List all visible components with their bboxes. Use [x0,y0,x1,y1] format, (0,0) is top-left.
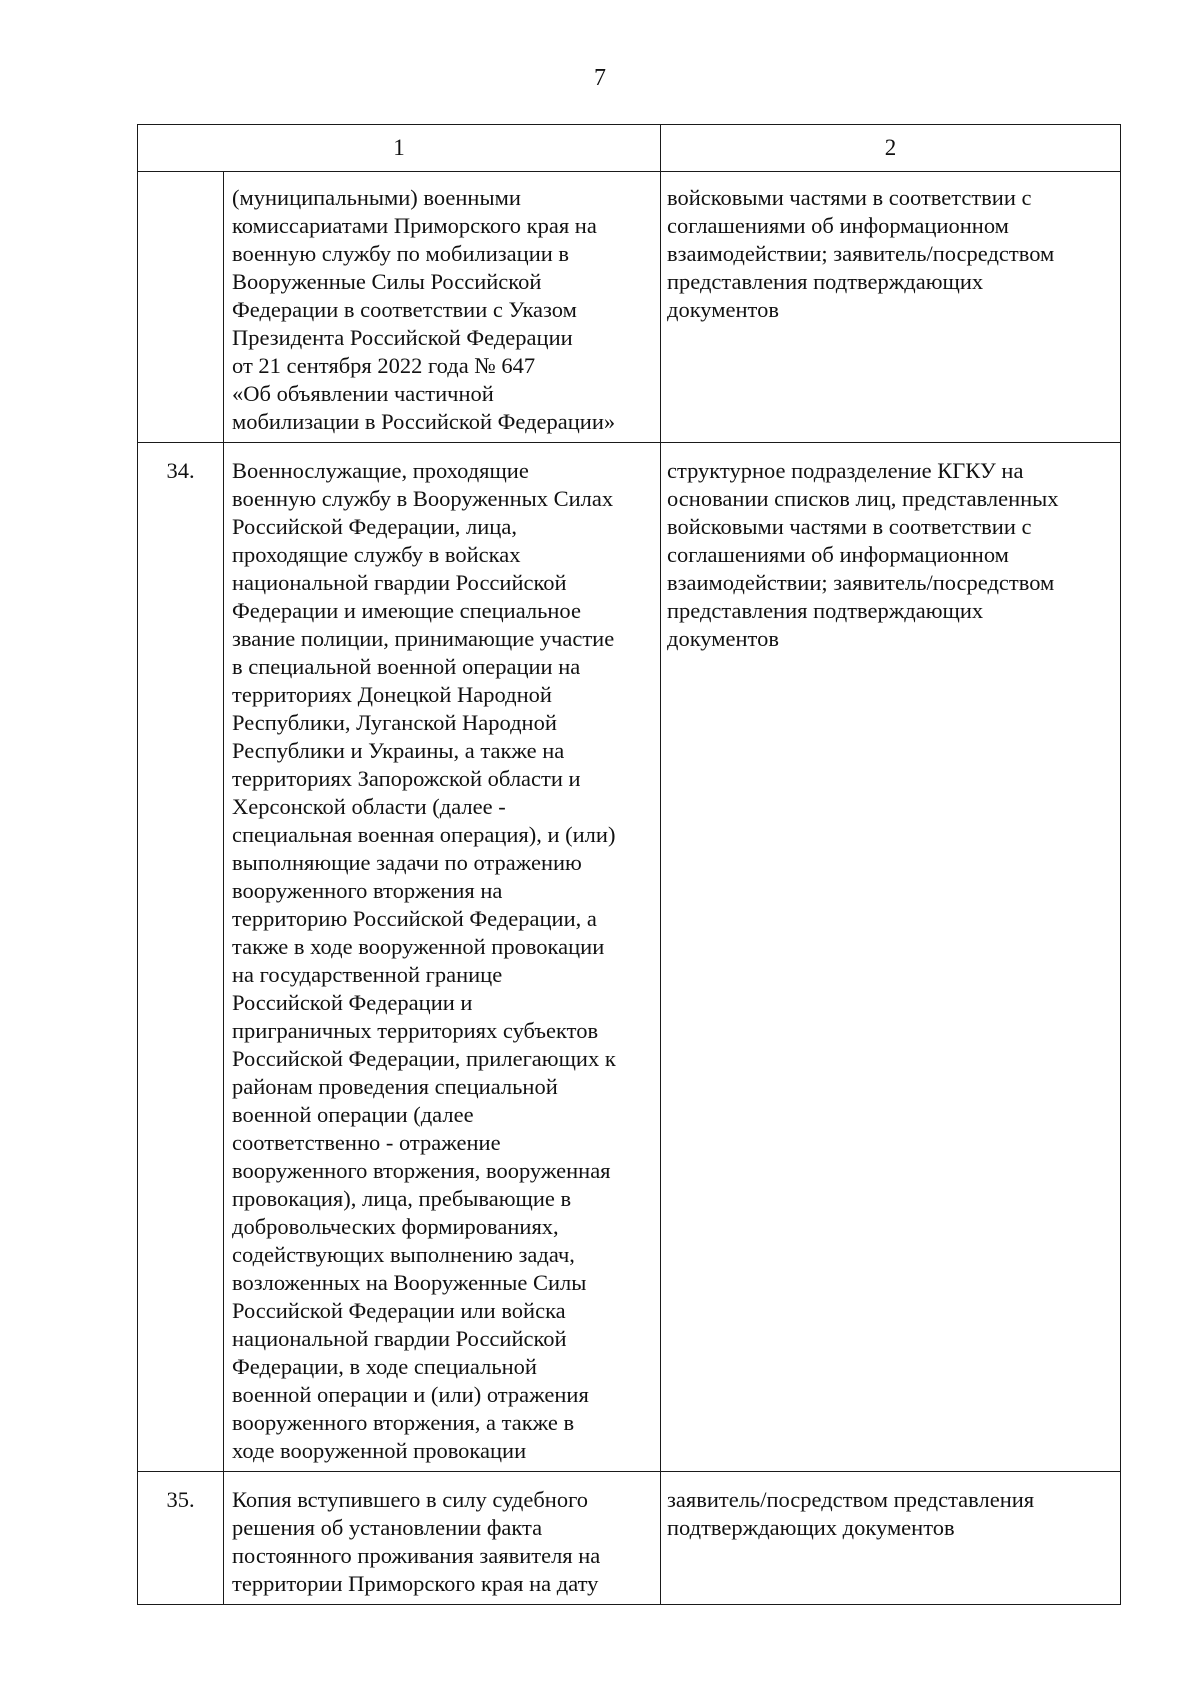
text-line: Президента Российской Федерации [232,325,573,350]
text-line: вооруженного вторжения, вооруженная [232,1158,611,1183]
text-line: военную службу в Вооруженных Силах [232,486,614,511]
text-line: Российской Федерации, прилегающих к [232,1046,616,1071]
header-cell-1: 1 [138,125,661,172]
text-line: подтверждающих документов [667,1515,955,1540]
text-line: соответственно - отражение [232,1130,501,1155]
header-cell-2: 2 [661,125,1121,172]
text-line: решения об установлении факта [232,1515,543,1540]
text-line: представления подтверждающих [667,598,984,623]
text-line: территорию Российской Федерации, а [232,906,597,931]
text-line: Херсонской области (далее - [232,794,506,819]
text-line: звание полиции, принимающие участие [232,626,615,651]
text-line: заявитель/посредством представления [667,1487,1035,1512]
text-line: мобилизации в Российской Федерации» [232,409,616,434]
table-row [138,1472,1121,1605]
row-document-cell [224,172,661,443]
text-line: территории Приморского края на дату [232,1571,599,1596]
row-document-cell [224,1472,661,1605]
text-line: (муниципальными) военными [232,185,521,210]
text-line: Республики, Луганской Народной [232,710,557,735]
text-line: взаимодействии; заявитель/посредством [667,570,1055,595]
row-number: 35. [138,1472,224,1605]
row-number: 34. [138,443,224,1472]
text-line: Республики и Украины, а также на [232,738,565,763]
text-line: комиссариатами Приморского края на [232,213,597,238]
text-line: ходе вооруженной провокации [232,1438,527,1463]
text-line: «Об объявлении частичной [232,381,494,406]
page-number: 7 [594,65,606,91]
text-line: военную службу по мобилизации в [232,241,570,266]
text-line: Российской Федерации, лица, [232,514,517,539]
text-line: выполняющие задачи по отражению [232,850,582,875]
text-line: вооруженного вторжения на [232,878,503,903]
text-line: провокация), лица, пребывающие в [232,1186,572,1211]
row-document-cell [224,443,661,1472]
text-line: проходящие службу в войсках [232,542,521,567]
text-line: приграничных территориях субъектов [232,1018,599,1043]
text-line: в специальной военной операции на [232,654,581,679]
text-line: военной операции (далее [232,1102,474,1127]
text-line: представления подтверждающих [667,269,984,294]
text-line: территориях Запорожской области и [232,766,581,791]
text-line: документов [667,626,779,651]
row-source-cell [661,443,1121,1472]
text-line: структурное подразделение КГКУ на [667,458,1024,483]
text-line: документов [667,297,779,322]
text-line: вооруженного вторжения, а также в [232,1410,575,1435]
text-line: Федерации, в ходе специальной [232,1354,537,1379]
text-line: районам проведения специальной [232,1074,558,1099]
text-line: Копия вступившего в силу судебного [232,1487,589,1512]
text-line: войсковыми частями в соответствии с [667,514,1032,539]
text-line: Военнослужащие, проходящие [232,458,529,483]
table-header-row [138,125,1121,172]
text-line: специальная военная операция), и (или) [232,822,616,847]
text-line: добровольческих формированиях, [232,1214,559,1239]
text-line: содействующих выполнению задач, [232,1242,575,1267]
text-line: территориях Донецкой Народной [232,682,552,707]
row-source-cell [661,1472,1121,1605]
row-number [138,172,224,443]
text-line: Российской Федерации или войска [232,1298,566,1323]
text-line: национальной гвардии Российской [232,1326,567,1351]
text-line: соглашениями об информационном [667,542,1009,567]
table-row [138,172,1121,443]
text-line: на государственной границе [232,962,503,987]
row-source-cell [661,172,1121,443]
text-line: Российской Федерации и [232,990,473,1015]
document-table [137,124,1121,1605]
text-line: Федерации и имеющие специальное [232,598,581,623]
text-line: войсковыми частями в соответствии с [667,185,1032,210]
text-line: взаимодействии; заявитель/посредством [667,241,1055,266]
text-line: Вооруженные Силы Российской [232,269,542,294]
text-line: Федерации в соответствии с Указом [232,297,577,322]
text-line: соглашениями об информационном [667,213,1009,238]
text-line: возложенных на Вооруженные Силы [232,1270,587,1295]
text-line: военной операции и (или) отражения [232,1382,589,1407]
text-line: национальной гвардии Российской [232,570,567,595]
text-line: постоянного проживания заявителя на [232,1543,601,1568]
text-line: основании списков лиц, представленных [667,486,1059,511]
table-row [138,443,1121,1472]
text-line: также в ходе вооруженной провокации [232,934,605,959]
text-line: от 21 сентября 2022 года № 647 [232,353,536,378]
